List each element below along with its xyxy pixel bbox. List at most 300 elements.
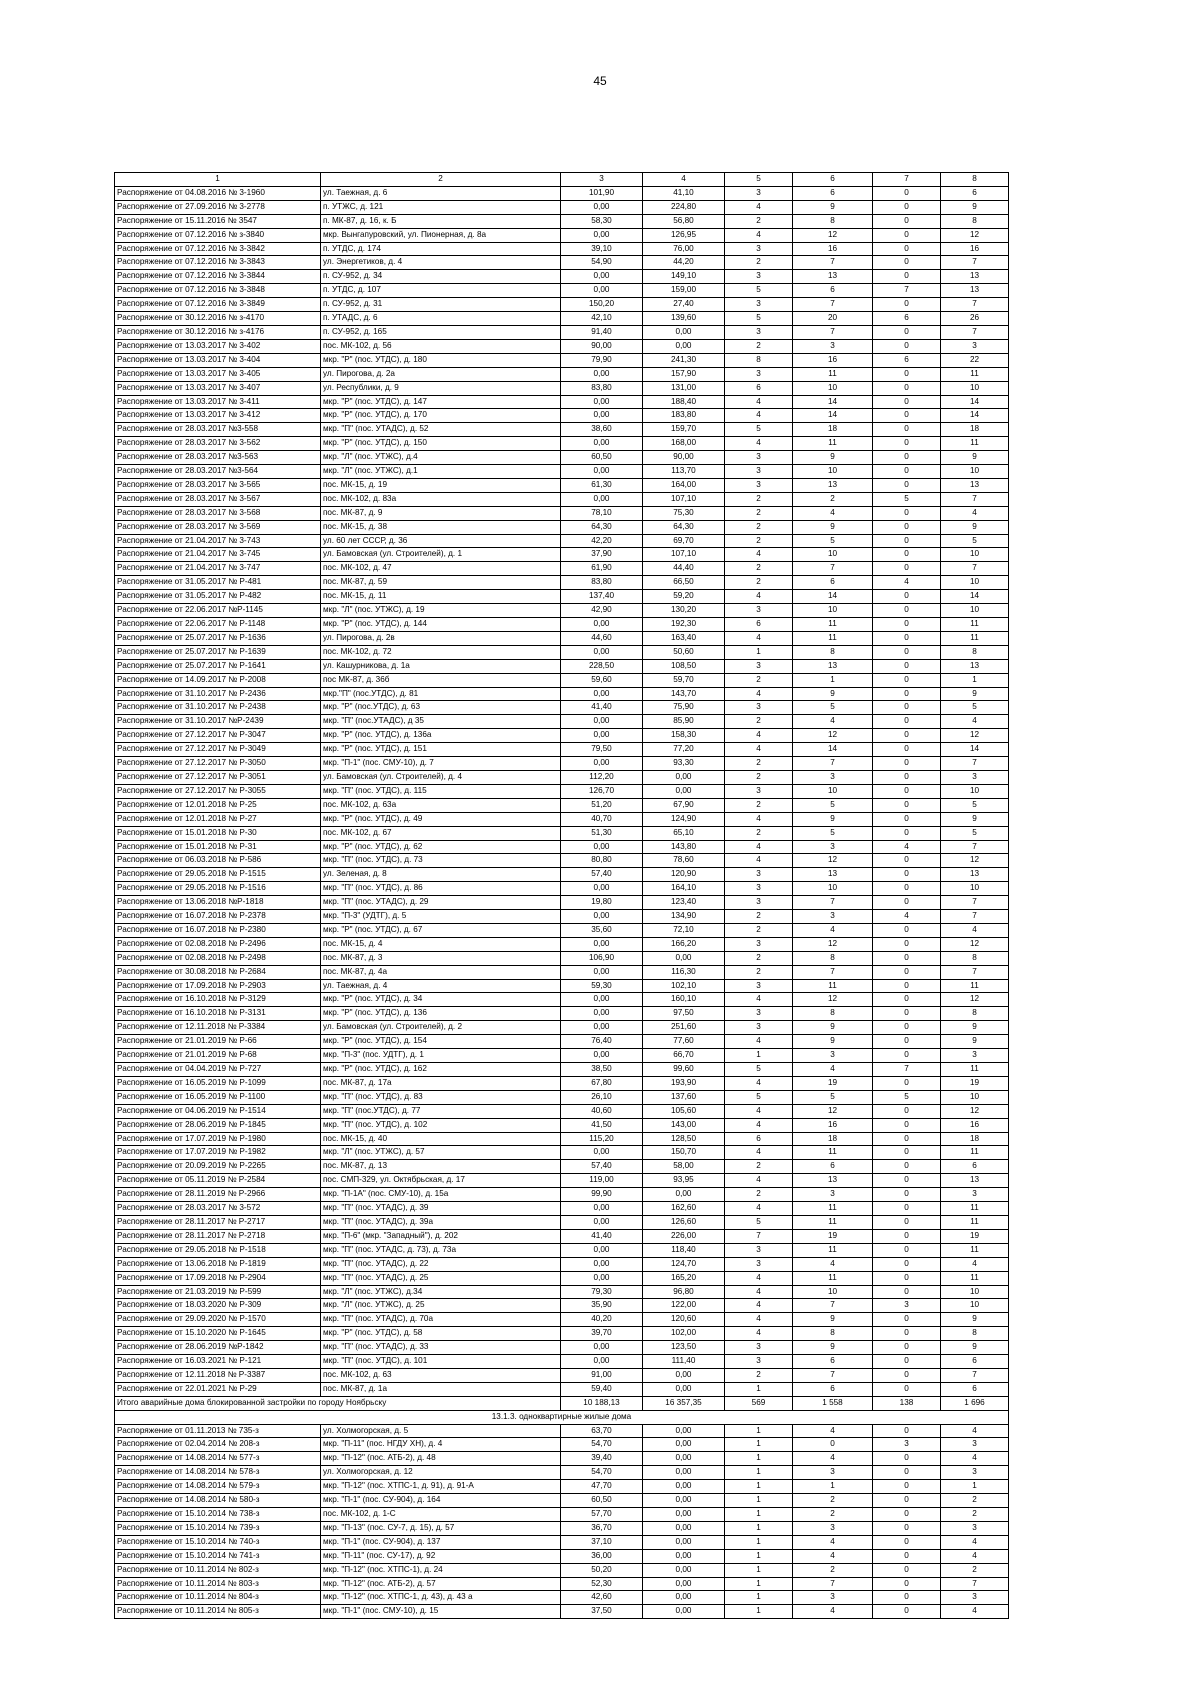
value-cell: 85,90 (643, 715, 725, 729)
address-cell: мкр. "П-3" (пос. УДТГ), д. 1 (321, 1049, 561, 1063)
document-cell: Распоряжение от 02.04.2014 № 208-з (115, 1438, 321, 1452)
value-cell: 0 (873, 1355, 941, 1369)
value-cell: 0,00 (643, 1494, 725, 1508)
value-cell: 0 (873, 465, 941, 479)
value-cell: 18 (941, 1132, 1009, 1146)
table-row (115, 465, 1009, 479)
value-cell: 38,50 (561, 1063, 643, 1077)
value-cell: 0 (873, 534, 941, 548)
value-cell: 56,80 (643, 214, 725, 228)
address-cell: пос. МК-15, д. 40 (321, 1132, 561, 1146)
value-cell: 0,00 (561, 910, 643, 924)
document-cell: Распоряжение от 31.10.2017 № Р-2438 (115, 701, 321, 715)
value-cell: 0 (873, 1452, 941, 1466)
value-cell: 58,00 (643, 1160, 725, 1174)
value-cell: 9 (941, 1035, 1009, 1049)
value-cell: 44,40 (643, 562, 725, 576)
value-cell: 40,20 (561, 1313, 643, 1327)
value-cell: 18 (941, 423, 1009, 437)
value-cell: 13 (793, 659, 873, 673)
table-row (115, 882, 1009, 896)
value-cell: 13 (793, 478, 873, 492)
value-cell: 9 (793, 520, 873, 534)
value-cell: 0,00 (643, 1521, 725, 1535)
value-cell: 1 (725, 1563, 793, 1577)
table-row (115, 1605, 1009, 1619)
value-cell: 0 (873, 1243, 941, 1257)
table-row (115, 1466, 1009, 1480)
value-cell: 10 (941, 784, 1009, 798)
document-cell: Распоряжение от 07.12.2016 № 3-3842 (115, 242, 321, 256)
document-cell: Распоряжение от 13.03.2017 № 3-412 (115, 409, 321, 423)
value-cell: 0,00 (561, 367, 643, 381)
value-cell: 5 (793, 1090, 873, 1104)
address-cell: мкр. "Р" (пос.УТДС), д. 63 (321, 701, 561, 715)
value-cell: 2 (793, 1508, 873, 1522)
value-cell: 2 (725, 520, 793, 534)
table-row (115, 325, 1009, 339)
value-cell: 0,00 (643, 1424, 725, 1438)
value-cell: 0 (873, 1605, 941, 1619)
document-cell: Распоряжение от 21.04.2017 № 3-747 (115, 562, 321, 576)
value-cell: 0 (873, 256, 941, 270)
value-cell: 0,00 (643, 1591, 725, 1605)
address-cell: мкр. "Л" (пос. УТЖС), д. 57 (321, 1146, 561, 1160)
value-cell: 12 (941, 854, 1009, 868)
table-row (115, 896, 1009, 910)
value-cell: 11 (941, 1202, 1009, 1216)
table-row (115, 687, 1009, 701)
value-cell: 0 (873, 812, 941, 826)
document-cell: Распоряжение от 28.11.2017 № Р-2718 (115, 1229, 321, 1243)
table-row (115, 798, 1009, 812)
value-cell: 20 (793, 312, 873, 326)
value-cell: 59,30 (561, 979, 643, 993)
value-cell: 4 (725, 854, 793, 868)
table-row (115, 1118, 1009, 1132)
value-cell: 9 (941, 1313, 1009, 1327)
value-cell: 11 (793, 1202, 873, 1216)
value-cell: 7 (793, 1577, 873, 1591)
address-cell: мкр. "П" (пос. УТДС), д. 101 (321, 1355, 561, 1369)
value-cell: 4 (725, 228, 793, 242)
value-cell: 4 (873, 840, 941, 854)
table-row (115, 1090, 1009, 1104)
value-cell: 139,60 (643, 312, 725, 326)
value-cell: 4 (725, 1146, 793, 1160)
table-row (115, 1508, 1009, 1522)
value-cell: 0,00 (561, 492, 643, 506)
address-cell: п. СУ-952, д. 31 (321, 298, 561, 312)
document-cell: Распоряжение от 28.11.2017 № Р-2717 (115, 1215, 321, 1229)
value-cell: 42,60 (561, 1591, 643, 1605)
value-cell: 1 (725, 1549, 793, 1563)
value-cell: 4 (725, 1313, 793, 1327)
document-cell: Распоряжение от 27.12.2017 № Р-3051 (115, 770, 321, 784)
value-cell: 8 (941, 951, 1009, 965)
address-cell: мкр. "Р" (пос. УТДС), д. 34 (321, 993, 561, 1007)
value-cell: 5 (873, 492, 941, 506)
value-cell: 0 (873, 951, 941, 965)
value-cell: 0 (873, 1118, 941, 1132)
table-row (115, 812, 1009, 826)
total-value: 569 (725, 1396, 793, 1410)
value-cell: 124,90 (643, 812, 725, 826)
value-cell: 3 (725, 701, 793, 715)
address-cell: мкр. "П" (пос. УТДС), д. 86 (321, 882, 561, 896)
value-cell: 0,00 (643, 1605, 725, 1619)
document-cell: Распоряжение от 02.08.2018 № Р-2498 (115, 951, 321, 965)
table-row (115, 1188, 1009, 1202)
address-cell: мкр. "П-6" (мкр. "Западный"), д. 202 (321, 1229, 561, 1243)
value-cell: 162,60 (643, 1202, 725, 1216)
address-cell: пос. МК-87, д. 4а (321, 965, 561, 979)
value-cell: 7 (941, 757, 1009, 771)
address-cell: мкр. "Р" (пос. УТДС), д. 170 (321, 409, 561, 423)
value-cell: 2 (793, 492, 873, 506)
value-cell: 59,60 (561, 673, 643, 687)
value-cell: 19 (941, 1076, 1009, 1090)
value-cell: 0 (873, 770, 941, 784)
value-cell: 19,80 (561, 896, 643, 910)
document-cell: Распоряжение от 06.03.2018 № Р-586 (115, 854, 321, 868)
value-cell: 0,00 (643, 1368, 725, 1382)
address-cell: мкр. "П" (пос.УТАДС), д 35 (321, 715, 561, 729)
table-row (115, 979, 1009, 993)
value-cell: 42,10 (561, 312, 643, 326)
value-cell: 2 (941, 1494, 1009, 1508)
table-row (115, 1132, 1009, 1146)
value-cell: 3 (725, 367, 793, 381)
value-cell: 11 (941, 367, 1009, 381)
address-cell: мкр. "Р" (пос. УТДС), д. 136 (321, 1007, 561, 1021)
value-cell: 4 (725, 1174, 793, 1188)
value-cell: 4 (725, 1118, 793, 1132)
value-cell: 7 (793, 325, 873, 339)
value-cell: 10 (793, 465, 873, 479)
value-cell: 0 (873, 826, 941, 840)
value-cell: 40,60 (561, 1104, 643, 1118)
value-cell: 6 (793, 576, 873, 590)
value-cell: 0,00 (561, 882, 643, 896)
value-cell: 5 (725, 284, 793, 298)
value-cell: 0 (873, 1049, 941, 1063)
address-cell: пос. МК-15, д. 38 (321, 520, 561, 534)
value-cell: 8 (941, 1007, 1009, 1021)
value-cell: 150,20 (561, 298, 643, 312)
address-cell: мкр. "Л" (пос. УТЖС), д. 19 (321, 604, 561, 618)
value-cell: 0,00 (561, 270, 643, 284)
document-cell: Распоряжение от 21.01.2019 № Р-68 (115, 1049, 321, 1063)
value-cell: 0 (873, 1021, 941, 1035)
address-cell: пос. МК-87, д. 1а (321, 1382, 561, 1396)
value-cell: 0 (873, 896, 941, 910)
value-cell: 51,20 (561, 798, 643, 812)
value-cell: 59,20 (643, 590, 725, 604)
value-cell: 36,00 (561, 1549, 643, 1563)
value-cell: 7 (793, 1299, 873, 1313)
value-cell: 4 (725, 200, 793, 214)
value-cell: 54,70 (561, 1438, 643, 1452)
table-row (115, 1494, 1009, 1508)
value-cell: 79,30 (561, 1285, 643, 1299)
value-cell: 57,40 (561, 868, 643, 882)
value-cell: 149,10 (643, 270, 725, 284)
value-cell: 39,40 (561, 1452, 643, 1466)
document-cell: Распоряжение от 13.03.2017 № 3-405 (115, 367, 321, 381)
address-cell: пос МК-87, д. 36б (321, 673, 561, 687)
column-number-cell: 1 (115, 173, 321, 187)
value-cell: 0 (873, 1076, 941, 1090)
value-cell: 9 (793, 200, 873, 214)
value-cell: 91,00 (561, 1368, 643, 1382)
value-cell: 3 (725, 604, 793, 618)
value-cell: 8 (941, 1327, 1009, 1341)
address-cell: мкр. "П-1" (пос. СМУ-10), д. 7 (321, 757, 561, 771)
value-cell: 228,50 (561, 659, 643, 673)
value-cell: 16 (793, 353, 873, 367)
address-cell: мкр. "П-12" (пос. ХТПС-1, д. 43), д. 43 а (321, 1591, 561, 1605)
column-number-cell: 4 (643, 173, 725, 187)
value-cell: 0 (873, 631, 941, 645)
value-cell: 2 (725, 923, 793, 937)
value-cell: 2 (725, 951, 793, 965)
value-cell: 5 (725, 312, 793, 326)
value-cell: 36,70 (561, 1521, 643, 1535)
value-cell: 4 (793, 715, 873, 729)
column-number-cell: 7 (873, 173, 941, 187)
value-cell: 12 (793, 854, 873, 868)
document-cell: Распоряжение от 15.11.2016 № 3547 (115, 214, 321, 228)
value-cell: 0 (873, 548, 941, 562)
document-cell: Распоряжение от 22.06.2017 №Р-1145 (115, 604, 321, 618)
table-row (115, 1146, 1009, 1160)
address-cell: пос. МК-87, д. 59 (321, 576, 561, 590)
document-cell: Распоряжение от 29.09.2020 № Р-1570 (115, 1313, 321, 1327)
table-row (115, 1368, 1009, 1382)
table-row (115, 1257, 1009, 1271)
value-cell: 0 (873, 1424, 941, 1438)
value-cell: 90,00 (561, 339, 643, 353)
table-row (115, 242, 1009, 256)
value-cell: 0,00 (561, 228, 643, 242)
value-cell: 6 (873, 353, 941, 367)
value-cell: 126,60 (643, 1215, 725, 1229)
value-cell: 41,40 (561, 701, 643, 715)
value-cell: 224,80 (643, 200, 725, 214)
value-cell: 4 (793, 1257, 873, 1271)
document-cell: Распоряжение от 14.08.2014 № 578-з (115, 1466, 321, 1480)
table-row (115, 381, 1009, 395)
address-cell: п. УТДС, д. 174 (321, 242, 561, 256)
value-cell: 0 (873, 325, 941, 339)
value-cell: 7 (793, 896, 873, 910)
value-cell: 0 (873, 645, 941, 659)
value-cell: 0,00 (561, 937, 643, 951)
value-cell: 12 (941, 937, 1009, 951)
value-cell: 2 (725, 492, 793, 506)
value-cell: 1 (725, 1577, 793, 1591)
value-cell: 12 (793, 228, 873, 242)
table-row (115, 993, 1009, 1007)
value-cell: 37,90 (561, 548, 643, 562)
value-cell: 14 (941, 743, 1009, 757)
value-cell: 116,30 (643, 965, 725, 979)
value-cell: 0 (873, 590, 941, 604)
address-cell: ул. 60 лет СССР, д. 36 (321, 534, 561, 548)
value-cell: 7 (873, 284, 941, 298)
table-row (115, 492, 1009, 506)
value-cell: 14 (941, 590, 1009, 604)
value-cell: 51,30 (561, 826, 643, 840)
document-cell: Распоряжение от 20.09.2019 № Р-2265 (115, 1160, 321, 1174)
value-cell: 1 (725, 1438, 793, 1452)
address-cell: ул. Зеленая, д. 8 (321, 868, 561, 882)
value-cell: 9 (941, 1341, 1009, 1355)
table-row (115, 701, 1009, 715)
value-cell: 4 (725, 1035, 793, 1049)
total-value: 10 188,13 (561, 1396, 643, 1410)
value-cell: 8 (725, 353, 793, 367)
value-cell: 9 (941, 520, 1009, 534)
value-cell: 10 (941, 381, 1009, 395)
value-cell: 0,00 (643, 1438, 725, 1452)
value-cell: 157,90 (643, 367, 725, 381)
value-cell: 64,30 (643, 520, 725, 534)
value-cell: 0 (873, 381, 941, 395)
document-cell: Распоряжение от 17.07.2019 № Р-1980 (115, 1132, 321, 1146)
value-cell: 12 (941, 228, 1009, 242)
value-cell: 6 (725, 1132, 793, 1146)
value-cell: 96,80 (643, 1285, 725, 1299)
value-cell: 4 (941, 1605, 1009, 1619)
table-row (115, 1215, 1009, 1229)
document-cell: Распоряжение от 21.01.2019 № Р-66 (115, 1035, 321, 1049)
document-cell: Распоряжение от 28.03.2017 № 3-568 (115, 506, 321, 520)
value-cell: 11 (941, 979, 1009, 993)
address-cell: мкр. "Р" (пос. УТДС), д. 58 (321, 1327, 561, 1341)
value-cell: 126,95 (643, 228, 725, 242)
value-cell: 9 (941, 687, 1009, 701)
address-cell: ул. Бамовская (ул. Строителей), д. 2 (321, 1021, 561, 1035)
value-cell: 41,40 (561, 1229, 643, 1243)
table-row (115, 729, 1009, 743)
value-cell: 4 (725, 840, 793, 854)
value-cell: 1 (725, 1535, 793, 1549)
value-cell: 0 (873, 1382, 941, 1396)
table-row (115, 1480, 1009, 1494)
value-cell: 0 (873, 854, 941, 868)
value-cell: 3 (941, 1466, 1009, 1480)
value-cell: 67,90 (643, 798, 725, 812)
address-cell: мкр. "П" (пос. УТАДС), д. 52 (321, 423, 561, 437)
value-cell: 1 (793, 673, 873, 687)
document-cell: Распоряжение от 22.06.2017 № Р-1148 (115, 618, 321, 632)
value-cell: 2 (725, 910, 793, 924)
table-row (115, 423, 1009, 437)
table-row (115, 339, 1009, 353)
value-cell: 0,00 (561, 687, 643, 701)
value-cell: 7 (941, 965, 1009, 979)
value-cell: 16 (793, 242, 873, 256)
table-row (115, 228, 1009, 242)
value-cell: 13 (941, 868, 1009, 882)
value-cell: 13 (793, 1174, 873, 1188)
value-cell: 79,50 (561, 743, 643, 757)
table-row (115, 826, 1009, 840)
value-cell: 3 (725, 1007, 793, 1021)
table-row (115, 284, 1009, 298)
value-cell: 0,00 (561, 757, 643, 771)
table-row (115, 910, 1009, 924)
value-cell: 0 (873, 1549, 941, 1563)
value-cell: 0,00 (643, 339, 725, 353)
table-row (115, 186, 1009, 200)
table-row (115, 478, 1009, 492)
value-cell: 0 (873, 1215, 941, 1229)
table-row (115, 576, 1009, 590)
value-cell: 123,40 (643, 896, 725, 910)
value-cell: 6 (725, 381, 793, 395)
value-cell: 3 (725, 1021, 793, 1035)
value-cell: 0,00 (561, 1021, 643, 1035)
value-cell: 4 (725, 1299, 793, 1313)
address-cell: пос. МК-102, д. 47 (321, 562, 561, 576)
address-cell: ул. Таежная, д. 4 (321, 979, 561, 993)
value-cell: 0 (873, 1188, 941, 1202)
value-cell: 10 (941, 1285, 1009, 1299)
address-cell: п. УТЖС, д. 121 (321, 200, 561, 214)
value-cell: 0 (873, 993, 941, 1007)
value-cell: 0 (873, 478, 941, 492)
address-cell: п. УТДС, д. 107 (321, 284, 561, 298)
value-cell: 61,30 (561, 478, 643, 492)
value-cell: 59,40 (561, 1382, 643, 1396)
document-cell: Распоряжение от 16.03.2021 № Р-121 (115, 1355, 321, 1369)
value-cell: 12 (793, 937, 873, 951)
value-cell: 8 (793, 951, 873, 965)
value-cell: 10 (941, 576, 1009, 590)
value-cell: 0 (873, 1104, 941, 1118)
value-cell: 18 (793, 423, 873, 437)
value-cell: 58,30 (561, 214, 643, 228)
value-cell: 0 (873, 1341, 941, 1355)
document-cell: Распоряжение от 13.06.2018 №Р-1818 (115, 896, 321, 910)
value-cell: 10 (941, 548, 1009, 562)
value-cell: 76,40 (561, 1035, 643, 1049)
total-label: Итого аварийные дома блокированной застройки по городу Ноябрьску (115, 1396, 561, 1410)
table-row (115, 1160, 1009, 1174)
value-cell: 126,70 (561, 784, 643, 798)
address-cell: мкр. "Р" (пос. УТДС), д. 144 (321, 618, 561, 632)
value-cell: 9 (941, 451, 1009, 465)
document-cell: Распоряжение от 22.01.2021 № Р-29 (115, 1382, 321, 1396)
value-cell: 0,00 (643, 1549, 725, 1563)
value-cell: 0,00 (561, 1049, 643, 1063)
value-cell: 102,10 (643, 979, 725, 993)
value-cell: 0 (873, 729, 941, 743)
value-cell: 4 (941, 1452, 1009, 1466)
table-row (115, 923, 1009, 937)
total-value: 1 558 (793, 1396, 873, 1410)
document-cell: Распоряжение от 14.08.2014 № 579-з (115, 1480, 321, 1494)
table-row (115, 1202, 1009, 1216)
table-row (115, 1313, 1009, 1327)
value-cell: 0 (873, 604, 941, 618)
table-row (115, 1341, 1009, 1355)
value-cell: 14 (941, 395, 1009, 409)
table-row (115, 1382, 1009, 1396)
